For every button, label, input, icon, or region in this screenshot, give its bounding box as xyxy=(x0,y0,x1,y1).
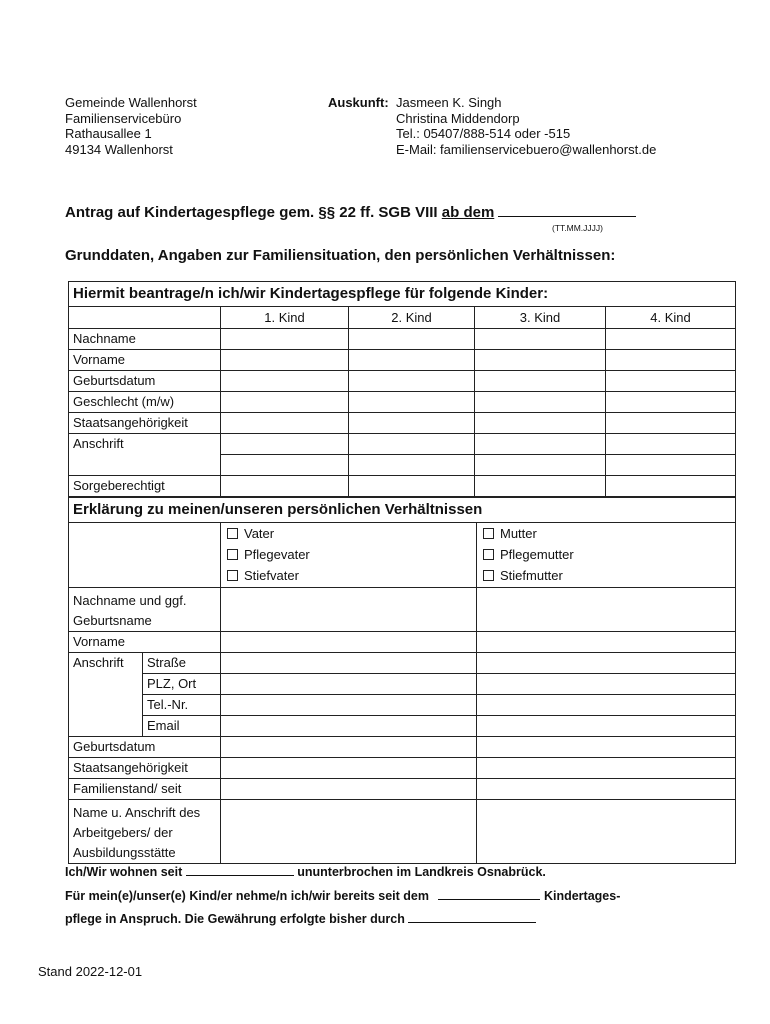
mother-options xyxy=(477,523,736,588)
table-row xyxy=(69,779,736,800)
row-label: Straße xyxy=(143,653,221,674)
contact-label: Auskunft: xyxy=(328,95,389,110)
column-header: 3. Kind xyxy=(475,307,606,329)
input-cell[interactable] xyxy=(606,392,736,413)
checkbox-icon[interactable] xyxy=(483,528,494,539)
input-cell[interactable] xyxy=(221,413,349,434)
checkbox-option[interactable]: Pflegevater xyxy=(225,544,472,565)
input-cell[interactable] xyxy=(477,653,736,674)
residence-statement xyxy=(65,863,546,879)
table-row xyxy=(69,392,736,413)
statement-text: ununterbrochen im Landkreis Osnabrück. xyxy=(297,865,546,879)
table-row xyxy=(69,695,736,716)
table-row xyxy=(69,737,736,758)
input-cell[interactable] xyxy=(606,455,736,476)
table-row xyxy=(69,413,736,434)
row-label: Vorname xyxy=(69,350,221,371)
input-cell[interactable] xyxy=(475,413,606,434)
input-cell[interactable] xyxy=(221,588,477,632)
row-label: Tel.-Nr. xyxy=(143,695,221,716)
checkbox-icon[interactable] xyxy=(483,570,494,581)
table-row xyxy=(69,371,736,392)
table-row xyxy=(69,653,736,674)
form-title xyxy=(65,202,636,221)
input-cell[interactable] xyxy=(221,434,349,455)
row-label: Email xyxy=(143,716,221,737)
row-label: Anschrift xyxy=(69,434,221,476)
input-cell[interactable] xyxy=(477,632,736,653)
input-cell[interactable] xyxy=(475,455,606,476)
input-cell[interactable] xyxy=(606,350,736,371)
residence-since-field[interactable] xyxy=(186,863,294,876)
care-statement-line2 xyxy=(65,910,536,926)
table-row xyxy=(69,674,736,695)
input-cell[interactable] xyxy=(221,758,477,779)
column-header: 1. Kind xyxy=(221,307,349,329)
input-cell[interactable] xyxy=(221,392,349,413)
row-label: Nachname und ggf. Geburtsname xyxy=(69,588,221,632)
input-cell[interactable] xyxy=(477,758,736,779)
column-header: 4. Kind xyxy=(606,307,736,329)
row-label: Geburtsdatum xyxy=(69,371,221,392)
input-cell[interactable] xyxy=(606,329,736,350)
table-row xyxy=(69,350,736,371)
table-row xyxy=(69,716,736,737)
empty-cell xyxy=(69,523,221,588)
care-statement-line1 xyxy=(65,887,620,903)
input-cell[interactable] xyxy=(475,350,606,371)
input-cell[interactable] xyxy=(475,329,606,350)
statement-text: Kindertages- xyxy=(543,889,621,903)
contact-line: Tel.: 05407/888-514 oder -515 xyxy=(396,126,571,141)
input-cell[interactable] xyxy=(221,674,477,695)
row-label: Sorgeberechtigt xyxy=(69,476,221,497)
section-subtitle: Grunddaten, Angaben zur Familiensituation, den persönlichen Verhältnissen: xyxy=(65,247,616,264)
row-label: Staatsangehörigkeit xyxy=(69,413,221,434)
table-row xyxy=(69,329,736,350)
sender-line: 49134 Wallenhorst xyxy=(65,141,173,157)
input-cell[interactable] xyxy=(221,800,477,864)
input-cell[interactable] xyxy=(221,695,477,716)
statement-text: Ich/Wir wohnen seit xyxy=(65,865,183,879)
table-row xyxy=(69,758,736,779)
granted-by-field[interactable] xyxy=(408,910,536,923)
table-row xyxy=(69,632,736,653)
input-cell[interactable] xyxy=(477,674,736,695)
input-cell[interactable] xyxy=(477,779,736,800)
row-label: Staatsangehörigkeit xyxy=(69,758,221,779)
start-date-field[interactable] xyxy=(498,202,636,217)
input-cell[interactable] xyxy=(349,434,475,455)
table-row xyxy=(69,800,736,864)
children-table-header: Hiermit beantrage/n ich/wir Kindertagespflege für folgende Kinder: xyxy=(69,282,736,307)
form-title-text: Antrag auf Kindertagespflege gem. §§ 22 ff. SGB VIII xyxy=(65,204,438,221)
parents-table xyxy=(68,497,736,864)
table-row xyxy=(69,588,736,632)
input-cell[interactable] xyxy=(606,371,736,392)
row-label: PLZ, Ort xyxy=(143,674,221,695)
input-cell[interactable] xyxy=(349,455,475,476)
sender-line: Familienservicebüro xyxy=(65,110,182,126)
input-cell[interactable] xyxy=(349,392,475,413)
statement-text: pflege in Anspruch. Die Gewährung erfolgte bisher durch xyxy=(65,912,405,926)
sender-address xyxy=(65,95,197,157)
date-format-hint: (TT.MM.JJJJ) xyxy=(552,223,603,233)
input-cell[interactable] xyxy=(221,716,477,737)
checkbox-icon[interactable] xyxy=(227,570,238,581)
input-cell[interactable] xyxy=(349,329,475,350)
row-label: Geburtsdatum xyxy=(69,737,221,758)
input-cell[interactable] xyxy=(221,455,349,476)
father-options xyxy=(221,523,477,588)
input-cell[interactable] xyxy=(221,653,477,674)
care-since-field[interactable] xyxy=(438,887,540,900)
input-cell[interactable] xyxy=(221,476,349,497)
row-label: Familienstand/ seit xyxy=(69,779,221,800)
row-label: Name u. Anschrift des Arbeitgebers/ der Ausbildungsstätte xyxy=(69,800,221,864)
empty-cell xyxy=(69,307,221,329)
input-cell[interactable] xyxy=(349,413,475,434)
input-cell[interactable] xyxy=(475,392,606,413)
input-cell[interactable] xyxy=(221,350,349,371)
checkbox-option[interactable]: Stiefvater xyxy=(225,565,472,586)
column-header: 2. Kind xyxy=(349,307,475,329)
checkbox-option[interactable]: Pflegemutter xyxy=(481,544,731,565)
input-cell[interactable] xyxy=(477,695,736,716)
relation-row xyxy=(69,523,736,588)
checkbox-option[interactable]: Stiefmutter xyxy=(481,565,731,586)
table-row xyxy=(69,434,736,455)
contact-line: Jasmeen K. Singh xyxy=(396,95,502,110)
input-cell[interactable] xyxy=(349,350,475,371)
input-cell[interactable] xyxy=(477,716,736,737)
table-row xyxy=(69,476,736,497)
input-cell[interactable] xyxy=(349,371,475,392)
row-label: Geschlecht (m/w) xyxy=(69,392,221,413)
input-cell[interactable] xyxy=(477,800,736,864)
input-cell[interactable] xyxy=(221,329,349,350)
input-cell[interactable] xyxy=(477,588,736,632)
parents-table-header: Erklärung zu meinen/unseren persönlichen Verhältnissen xyxy=(69,498,736,523)
input-cell[interactable] xyxy=(475,476,606,497)
input-cell[interactable] xyxy=(221,779,477,800)
contact-line: E-Mail: familienservicebuero@wallenhorst.de xyxy=(396,141,657,157)
row-label: Nachname xyxy=(69,329,221,350)
input-cell[interactable] xyxy=(221,371,349,392)
input-cell[interactable] xyxy=(475,434,606,455)
version-stamp: Stand 2022-12-01 xyxy=(38,964,143,979)
checkbox-icon[interactable] xyxy=(483,549,494,560)
contact-info xyxy=(328,95,656,157)
sender-line: Rathausallee 1 xyxy=(65,126,152,141)
input-cell[interactable] xyxy=(477,737,736,758)
input-cell[interactable] xyxy=(221,737,477,758)
checkbox-option[interactable]: Mutter xyxy=(481,523,731,544)
children-table xyxy=(68,281,736,497)
checkbox-icon[interactable] xyxy=(227,549,238,560)
input-cell[interactable] xyxy=(606,434,736,455)
checkbox-option[interactable]: Vater xyxy=(225,523,472,544)
input-cell[interactable] xyxy=(606,413,736,434)
row-label: Anschrift xyxy=(69,653,143,737)
statement-text: Für mein(e)/unser(e) Kind/er nehme/n ich/wir bereits seit dem xyxy=(65,889,429,903)
input-cell[interactable] xyxy=(475,371,606,392)
ab-dem-label: ab dem xyxy=(441,204,495,221)
contact-line: Christina Middendorp xyxy=(396,110,520,126)
input-cell[interactable] xyxy=(606,476,736,497)
input-cell[interactable] xyxy=(349,476,475,497)
input-cell[interactable] xyxy=(221,632,477,653)
sender-line: Gemeinde Wallenhorst xyxy=(65,95,197,110)
checkbox-icon[interactable] xyxy=(227,528,238,539)
row-label: Vorname xyxy=(69,632,221,653)
